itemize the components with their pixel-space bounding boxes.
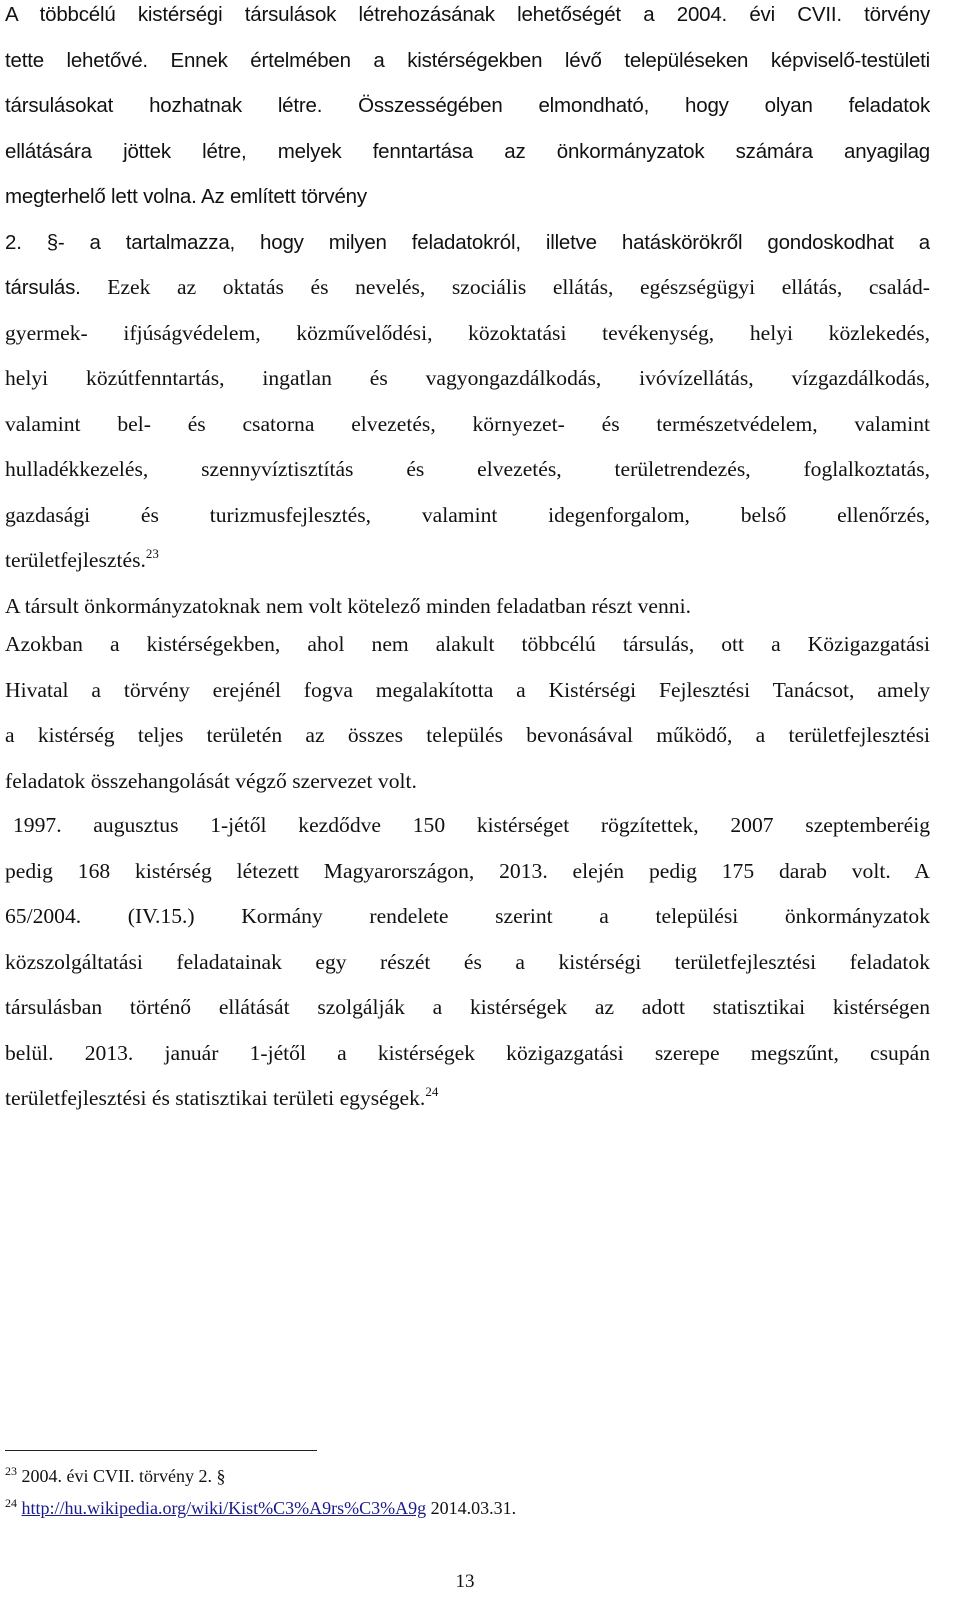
text-line: ellátására jöttek létre, melyek fenntartása az önkormányzatok számára anyagilag [5, 139, 930, 163]
text-segment-sans: társulás. [5, 276, 81, 299]
text-line: gazdasági és turizmusfejlesztés, valamint idegenforgalom, belső ellenőrzés, [5, 502, 930, 527]
paragraph-tobbcelu [5, 0, 930, 629]
text-line: Azokban a kistérségekben, ahol nem alakult többcélú társulás, ott a Közigazgatási [5, 632, 930, 656]
text-line-mixed [5, 265, 930, 311]
text-line: 2. §- a tartalmazza, hogy milyen feladatokról, illetve hatáskörökről gondoskodhat a [5, 230, 930, 254]
text-line: belül. 2013. január 1-jétől a kistérségek közigazgatási szerepe megszűnt, csupán [5, 1040, 930, 1065]
text-line: hulladékkezelés, szennyvíztisztítás és elvezetés, területrendezés, foglalkoztatás, [5, 457, 930, 481]
footnote-ref-24[interactable]: 24 [425, 1084, 439, 1099]
text-line: a kistérség teljes területén az összes település bevonásával működő, a területfejlesztési [5, 723, 930, 747]
footnote-ref-23[interactable]: 23 [145, 546, 159, 561]
text-line [5, 538, 930, 584]
text-line: közszolgáltatási feladatainak egy részét és a kistérségi területfejlesztési feladatok [5, 949, 930, 974]
text-line: gyermek- ifjúságvédelem, közművelődési, közoktatási tevékenység, helyi közlekedés, [5, 320, 930, 345]
text-line: A többcélú kistérségi társulások létrehozásának lehetőségét a 2004. évi CVII. törvény [5, 3, 930, 26]
footnote-number: 23 [5, 1464, 17, 1478]
footnote-link[interactable]: http://hu.wikipedia.org/wiki/Kist%C3%A9rs%C3%A9g [21, 1498, 427, 1518]
page-number: 13 [455, 1571, 475, 1592]
text-line: A társult önkormányzatoknak nem volt kötelező minden feladatban részt venni. [5, 593, 691, 618]
text-line: helyi közútfenntartás, ingatlan és vagyongazdálkodás, ivóvízellátás, vízgazdálkodás, [5, 366, 930, 390]
footnote-number: 24 [5, 1496, 17, 1510]
text-line: 65/2004. (IV.15.) Kormány rendelete szerint a települési önkormányzatok [5, 904, 930, 928]
footnote-text: 2014.03.31. [430, 1498, 517, 1518]
text-segment: területfejlesztés. [5, 548, 146, 572]
text-line: társulásokat hozhatnak létre. Összességében elmondható, hogy olyan feladatok [5, 94, 930, 117]
text-line: pedig 168 kistérség létezett Magyarországon, 2013. elején pedig 175 darab volt. A [5, 858, 930, 883]
text-line: Hivatal a törvény erejénél fogva megalakította a Kistérségi Fejlesztési Tanácsot, amely [5, 677, 930, 702]
text-line: valamint bel- és csatorna elvezetés, környezet- és természetvédelem, valamint [5, 411, 930, 436]
text-segment: területfejlesztési és statisztikai területi egységek. [5, 1086, 426, 1110]
footnote-text: 2004. évi CVII. törvény 2. § [21, 1466, 226, 1486]
footnote-separator [5, 1450, 317, 1451]
paragraph-azokban [5, 622, 930, 804]
footnote-24 [5, 1498, 516, 1519]
text-line: feladatok összehangolását végző szervezet volt. [5, 768, 417, 793]
text-line: tette lehetővé. Ennek értelmében a kistérségekben lévő településeken képviselő-testületi [5, 48, 930, 72]
paragraph-1997 [5, 803, 930, 1122]
text-line [5, 803, 930, 849]
text-line: megterhelő lett volna. Az említett törvény [5, 185, 367, 208]
text-line: társulásban történő ellátását szolgálják a kistérségek az adott statisztikai kistérségen [5, 995, 930, 1019]
text-segment-serif: Ezek az oktatás és nevelés, szociális ellátás, egészségügyi ellátás, család- [107, 275, 930, 299]
text-segment: 1997. augusztus 1-jétől kezdődve 150 kistérséget rögzítettek, 2007 szeptemberéig [13, 813, 930, 837]
text-line [5, 1076, 930, 1122]
footnote-23 [5, 1466, 225, 1487]
